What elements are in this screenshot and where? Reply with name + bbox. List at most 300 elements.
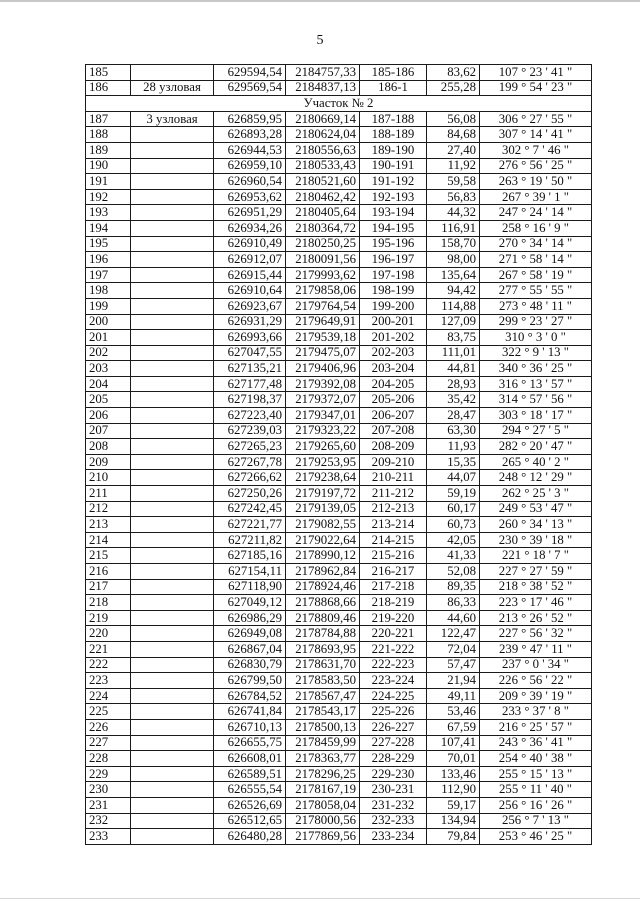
y-coordinate-cell: 2178167,19 bbox=[286, 782, 360, 798]
point-type-cell bbox=[131, 532, 214, 548]
segment-cell: 192-193 bbox=[360, 189, 427, 205]
point-number-cell: 222 bbox=[86, 657, 131, 673]
point-number-cell: 191 bbox=[86, 174, 131, 190]
length-cell: 56,08 bbox=[427, 111, 480, 127]
direction-angle-cell: 267 ° 58 ' 19 " bbox=[480, 267, 592, 283]
table-row bbox=[86, 595, 592, 611]
segment-cell: 222-223 bbox=[360, 657, 427, 673]
point-type-cell bbox=[131, 439, 214, 455]
point-type-cell bbox=[131, 423, 214, 439]
table-row bbox=[86, 423, 592, 439]
length-cell: 72,04 bbox=[427, 641, 480, 657]
y-coordinate-cell: 2179139,05 bbox=[286, 501, 360, 517]
length-cell: 127,09 bbox=[427, 314, 480, 330]
x-coordinate-cell: 626931,29 bbox=[214, 314, 286, 330]
table-row bbox=[86, 236, 592, 252]
length-cell: 28,93 bbox=[427, 376, 480, 392]
point-type-cell bbox=[131, 813, 214, 829]
direction-angle-cell: 239 ° 47 ' 11 " bbox=[480, 641, 592, 657]
x-coordinate-cell: 626959,10 bbox=[214, 158, 286, 174]
direction-angle-cell: 221 ° 18 ' 7 " bbox=[480, 548, 592, 564]
point-type-cell bbox=[131, 501, 214, 517]
length-cell: 11,93 bbox=[427, 439, 480, 455]
direction-angle-cell: 248 ° 12 ' 29 " bbox=[480, 470, 592, 486]
table-row bbox=[86, 610, 592, 626]
y-coordinate-cell: 2178543,17 bbox=[286, 704, 360, 720]
y-coordinate-cell: 2179265,60 bbox=[286, 439, 360, 455]
table-row bbox=[86, 501, 592, 517]
segment-cell: 191-192 bbox=[360, 174, 427, 190]
x-coordinate-cell: 626910,64 bbox=[214, 283, 286, 299]
point-number-cell: 189 bbox=[86, 142, 131, 158]
y-coordinate-cell: 2180556,63 bbox=[286, 142, 360, 158]
point-number-cell: 215 bbox=[86, 548, 131, 564]
point-type-cell bbox=[131, 330, 214, 346]
point-number-cell: 202 bbox=[86, 345, 131, 361]
length-cell: 89,35 bbox=[427, 579, 480, 595]
length-cell: 15,35 bbox=[427, 454, 480, 470]
segment-cell: 199-200 bbox=[360, 298, 427, 314]
direction-angle-cell: 218 ° 38 ' 52 " bbox=[480, 579, 592, 595]
y-coordinate-cell: 2178296,25 bbox=[286, 766, 360, 782]
segment-cell: 193-194 bbox=[360, 205, 427, 221]
x-coordinate-cell: 626915,44 bbox=[214, 267, 286, 283]
segment-cell: 225-226 bbox=[360, 704, 427, 720]
length-cell: 59,58 bbox=[427, 174, 480, 190]
direction-angle-cell: 340 ° 36 ' 25 " bbox=[480, 361, 592, 377]
point-number-cell: 187 bbox=[86, 111, 131, 127]
length-cell: 67,59 bbox=[427, 719, 480, 735]
x-coordinate-cell: 626934,26 bbox=[214, 220, 286, 236]
point-number-cell: 226 bbox=[86, 719, 131, 735]
point-type-cell bbox=[131, 641, 214, 657]
x-coordinate-cell: 627267,78 bbox=[214, 454, 286, 470]
table-row bbox=[86, 517, 592, 533]
direction-angle-cell: 107 ° 23 ' 41 " bbox=[480, 65, 592, 81]
table-row bbox=[86, 486, 592, 502]
point-number-cell: 204 bbox=[86, 376, 131, 392]
point-number-cell: 195 bbox=[86, 236, 131, 252]
direction-angle-cell: 294 ° 27 ' 5 " bbox=[480, 423, 592, 439]
table-row bbox=[86, 298, 592, 314]
point-number-cell: 218 bbox=[86, 595, 131, 611]
segment-cell: 220-221 bbox=[360, 626, 427, 642]
bottom-scan-edge bbox=[0, 898, 640, 899]
x-coordinate-cell: 627154,11 bbox=[214, 564, 286, 580]
table-row bbox=[86, 548, 592, 564]
direction-angle-cell: 303 ° 18 ' 17 " bbox=[480, 408, 592, 424]
x-coordinate-cell: 626986,29 bbox=[214, 610, 286, 626]
y-coordinate-cell: 2178363,77 bbox=[286, 751, 360, 767]
x-coordinate-cell: 627239,03 bbox=[214, 423, 286, 439]
point-type-cell bbox=[131, 220, 214, 236]
point-type-cell bbox=[131, 142, 214, 158]
x-coordinate-cell: 627223,40 bbox=[214, 408, 286, 424]
length-cell: 44,81 bbox=[427, 361, 480, 377]
table-row bbox=[86, 673, 592, 689]
table-row bbox=[86, 158, 592, 174]
y-coordinate-cell: 2184757,33 bbox=[286, 65, 360, 81]
table-row bbox=[86, 688, 592, 704]
y-coordinate-cell: 2179539,18 bbox=[286, 330, 360, 346]
y-coordinate-cell: 2180091,56 bbox=[286, 252, 360, 268]
point-number-cell: 210 bbox=[86, 470, 131, 486]
segment-cell: 230-231 bbox=[360, 782, 427, 798]
y-coordinate-cell: 2179764,54 bbox=[286, 298, 360, 314]
segment-cell: 215-216 bbox=[360, 548, 427, 564]
direction-angle-cell: 226 ° 56 ' 22 " bbox=[480, 673, 592, 689]
coordinates-table bbox=[85, 64, 592, 845]
y-coordinate-cell: 2178784,88 bbox=[286, 626, 360, 642]
point-number-cell: 211 bbox=[86, 486, 131, 502]
direction-angle-cell: 254 ° 40 ' 38 " bbox=[480, 751, 592, 767]
point-number-cell: 231 bbox=[86, 797, 131, 813]
length-cell: 60,73 bbox=[427, 517, 480, 533]
table-row bbox=[86, 735, 592, 751]
y-coordinate-cell: 2179238,64 bbox=[286, 470, 360, 486]
table-row bbox=[86, 797, 592, 813]
y-coordinate-cell: 2179197,72 bbox=[286, 486, 360, 502]
point-number-cell: 203 bbox=[86, 361, 131, 377]
point-number-cell: 225 bbox=[86, 704, 131, 720]
point-number-cell: 205 bbox=[86, 392, 131, 408]
point-number-cell: 199 bbox=[86, 298, 131, 314]
table-row bbox=[86, 408, 592, 424]
y-coordinate-cell: 2178631,70 bbox=[286, 657, 360, 673]
segment-cell: 198-199 bbox=[360, 283, 427, 299]
x-coordinate-cell: 626480,28 bbox=[214, 829, 286, 845]
x-coordinate-cell: 626923,67 bbox=[214, 298, 286, 314]
direction-angle-cell: 271 ° 58 ' 14 " bbox=[480, 252, 592, 268]
y-coordinate-cell: 2178500,13 bbox=[286, 719, 360, 735]
segment-cell: 206-207 bbox=[360, 408, 427, 424]
point-type-cell bbox=[131, 283, 214, 299]
x-coordinate-cell: 627118,90 bbox=[214, 579, 286, 595]
direction-angle-cell: 276 ° 56 ' 25 " bbox=[480, 158, 592, 174]
x-coordinate-cell: 626960,54 bbox=[214, 174, 286, 190]
length-cell: 27,40 bbox=[427, 142, 480, 158]
length-cell: 56,83 bbox=[427, 189, 480, 205]
point-number-cell: 198 bbox=[86, 283, 131, 299]
x-coordinate-cell: 627185,16 bbox=[214, 548, 286, 564]
length-cell: 158,70 bbox=[427, 236, 480, 252]
x-coordinate-cell: 626555,54 bbox=[214, 782, 286, 798]
direction-angle-cell: 302 ° 7 ' 46 " bbox=[480, 142, 592, 158]
point-number-cell: 207 bbox=[86, 423, 131, 439]
point-type-cell bbox=[131, 486, 214, 502]
point-number-cell: 188 bbox=[86, 127, 131, 143]
segment-cell: 208-209 bbox=[360, 439, 427, 455]
segment-cell: 233-234 bbox=[360, 829, 427, 845]
segment-cell: 217-218 bbox=[360, 579, 427, 595]
segment-cell: 223-224 bbox=[360, 673, 427, 689]
x-coordinate-cell: 626512,65 bbox=[214, 813, 286, 829]
direction-angle-cell: 249 ° 53 ' 47 " bbox=[480, 501, 592, 517]
point-number-cell: 214 bbox=[86, 532, 131, 548]
x-coordinate-cell: 626710,13 bbox=[214, 719, 286, 735]
table-row bbox=[86, 532, 592, 548]
point-number-cell: 197 bbox=[86, 267, 131, 283]
direction-angle-cell: 199 ° 54 ' 23 " bbox=[480, 80, 592, 96]
x-coordinate-cell: 626944,53 bbox=[214, 142, 286, 158]
table-row bbox=[86, 361, 592, 377]
point-number-cell: 190 bbox=[86, 158, 131, 174]
direction-angle-cell: 265 ° 40 ' 2 " bbox=[480, 454, 592, 470]
segment-cell: 231-232 bbox=[360, 797, 427, 813]
direction-angle-cell: 306 ° 27 ' 55 " bbox=[480, 111, 592, 127]
point-number-cell: 186 bbox=[86, 80, 131, 96]
segment-cell: 228-229 bbox=[360, 751, 427, 767]
table-row bbox=[86, 142, 592, 158]
point-number-cell: 194 bbox=[86, 220, 131, 236]
segment-cell: 190-191 bbox=[360, 158, 427, 174]
direction-angle-cell: 256 ° 7 ' 13 " bbox=[480, 813, 592, 829]
segment-cell: 209-210 bbox=[360, 454, 427, 470]
table-row bbox=[86, 267, 592, 283]
segment-cell: 185-186 bbox=[360, 65, 427, 81]
length-cell: 122,47 bbox=[427, 626, 480, 642]
table-row bbox=[86, 65, 592, 81]
table-row bbox=[86, 829, 592, 845]
direction-angle-cell: 322 ° 9 ' 13 " bbox=[480, 345, 592, 361]
x-coordinate-cell: 626526,69 bbox=[214, 797, 286, 813]
y-coordinate-cell: 2179082,55 bbox=[286, 517, 360, 533]
top-scan-edge bbox=[0, 0, 640, 2]
point-type-cell bbox=[131, 595, 214, 611]
point-type-cell bbox=[131, 205, 214, 221]
segment-cell: 212-213 bbox=[360, 501, 427, 517]
y-coordinate-cell: 2179993,62 bbox=[286, 267, 360, 283]
length-cell: 255,28 bbox=[427, 80, 480, 96]
point-type-cell bbox=[131, 766, 214, 782]
table-row bbox=[86, 189, 592, 205]
segment-cell: 195-196 bbox=[360, 236, 427, 252]
x-coordinate-cell: 627242,45 bbox=[214, 501, 286, 517]
table-row bbox=[86, 626, 592, 642]
point-type-cell bbox=[131, 158, 214, 174]
point-type-cell bbox=[131, 829, 214, 845]
table-row bbox=[86, 439, 592, 455]
segment-cell: 227-228 bbox=[360, 735, 427, 751]
segment-cell: 224-225 bbox=[360, 688, 427, 704]
segment-cell: 214-215 bbox=[360, 532, 427, 548]
table-row bbox=[86, 641, 592, 657]
x-coordinate-cell: 627250,26 bbox=[214, 486, 286, 502]
point-number-cell: 185 bbox=[86, 65, 131, 81]
y-coordinate-cell: 2178000,56 bbox=[286, 813, 360, 829]
y-coordinate-cell: 2180624,04 bbox=[286, 127, 360, 143]
y-coordinate-cell: 2178962,84 bbox=[286, 564, 360, 580]
direction-angle-cell: 253 ° 46 ' 25 " bbox=[480, 829, 592, 845]
y-coordinate-cell: 2179323,22 bbox=[286, 423, 360, 439]
length-cell: 41,33 bbox=[427, 548, 480, 564]
length-cell: 59,19 bbox=[427, 486, 480, 502]
table-row bbox=[86, 751, 592, 767]
y-coordinate-cell: 2180533,43 bbox=[286, 158, 360, 174]
segment-cell: 226-227 bbox=[360, 719, 427, 735]
segment-cell: 205-206 bbox=[360, 392, 427, 408]
coordinates-table-body bbox=[86, 65, 592, 845]
length-cell: 112,90 bbox=[427, 782, 480, 798]
table-row bbox=[86, 220, 592, 236]
length-cell: 134,94 bbox=[427, 813, 480, 829]
direction-angle-cell: 310 ° 3 ' 0 " bbox=[480, 330, 592, 346]
y-coordinate-cell: 2178693,95 bbox=[286, 641, 360, 657]
direction-angle-cell: 255 ° 15 ' 13 " bbox=[480, 766, 592, 782]
direction-angle-cell: 227 ° 56 ' 32 " bbox=[480, 626, 592, 642]
length-cell: 135,64 bbox=[427, 267, 480, 283]
point-type-cell bbox=[131, 189, 214, 205]
table-row bbox=[86, 111, 592, 127]
x-coordinate-cell: 626910,49 bbox=[214, 236, 286, 252]
y-coordinate-cell: 2180364,72 bbox=[286, 220, 360, 236]
segment-cell: 187-188 bbox=[360, 111, 427, 127]
direction-angle-cell: 260 ° 34 ' 13 " bbox=[480, 517, 592, 533]
point-type-cell bbox=[131, 751, 214, 767]
y-coordinate-cell: 2178583,50 bbox=[286, 673, 360, 689]
point-number-cell: 201 bbox=[86, 330, 131, 346]
point-type-cell bbox=[131, 314, 214, 330]
point-number-cell: 206 bbox=[86, 408, 131, 424]
length-cell: 114,88 bbox=[427, 298, 480, 314]
length-cell: 70,01 bbox=[427, 751, 480, 767]
point-type-cell bbox=[131, 579, 214, 595]
x-coordinate-cell: 629594,54 bbox=[214, 65, 286, 81]
y-coordinate-cell: 2179372,07 bbox=[286, 392, 360, 408]
section-row bbox=[86, 96, 592, 112]
x-coordinate-cell: 626949,08 bbox=[214, 626, 286, 642]
direction-angle-cell: 230 ° 39 ' 18 " bbox=[480, 532, 592, 548]
point-type-cell bbox=[131, 408, 214, 424]
y-coordinate-cell: 2179406,96 bbox=[286, 361, 360, 377]
length-cell: 84,68 bbox=[427, 127, 480, 143]
table-row bbox=[86, 564, 592, 580]
point-type-cell bbox=[131, 673, 214, 689]
point-number-cell: 221 bbox=[86, 641, 131, 657]
length-cell: 79,84 bbox=[427, 829, 480, 845]
segment-cell: 196-197 bbox=[360, 252, 427, 268]
point-type-cell bbox=[131, 267, 214, 283]
direction-angle-cell: 314 ° 57 ' 56 " bbox=[480, 392, 592, 408]
y-coordinate-cell: 2179347,01 bbox=[286, 408, 360, 424]
length-cell: 53,46 bbox=[427, 704, 480, 720]
point-number-cell: 219 bbox=[86, 610, 131, 626]
table-row bbox=[86, 174, 592, 190]
direction-angle-cell: 270 ° 34 ' 14 " bbox=[480, 236, 592, 252]
direction-angle-cell: 277 ° 55 ' 55 " bbox=[480, 283, 592, 299]
point-type-cell bbox=[131, 470, 214, 486]
table-row bbox=[86, 704, 592, 720]
direction-angle-cell: 227 ° 27 ' 59 " bbox=[480, 564, 592, 580]
table-row bbox=[86, 657, 592, 673]
length-cell: 52,08 bbox=[427, 564, 480, 580]
table-row bbox=[86, 330, 592, 346]
segment-cell: 218-219 bbox=[360, 595, 427, 611]
y-coordinate-cell: 2180462,42 bbox=[286, 189, 360, 205]
point-type-cell: 28 узловая bbox=[131, 80, 214, 96]
x-coordinate-cell: 626741,84 bbox=[214, 704, 286, 720]
segment-cell: 232-233 bbox=[360, 813, 427, 829]
point-number-cell: 216 bbox=[86, 564, 131, 580]
table-row bbox=[86, 127, 592, 143]
length-cell: 35,42 bbox=[427, 392, 480, 408]
segment-cell: 216-217 bbox=[360, 564, 427, 580]
table-row bbox=[86, 314, 592, 330]
x-coordinate-cell: 626589,51 bbox=[214, 766, 286, 782]
length-cell: 21,94 bbox=[427, 673, 480, 689]
point-type-cell bbox=[131, 361, 214, 377]
segment-cell: 229-230 bbox=[360, 766, 427, 782]
point-type-cell bbox=[131, 252, 214, 268]
point-type-cell bbox=[131, 626, 214, 642]
x-coordinate-cell: 626993,66 bbox=[214, 330, 286, 346]
table-row bbox=[86, 80, 592, 96]
length-cell: 94,42 bbox=[427, 283, 480, 299]
point-number-cell: 229 bbox=[86, 766, 131, 782]
x-coordinate-cell: 627211,82 bbox=[214, 532, 286, 548]
table-row bbox=[86, 252, 592, 268]
y-coordinate-cell: 2179858,06 bbox=[286, 283, 360, 299]
point-number-cell: 220 bbox=[86, 626, 131, 642]
point-number-cell: 217 bbox=[86, 579, 131, 595]
length-cell: 44,32 bbox=[427, 205, 480, 221]
point-number-cell: 230 bbox=[86, 782, 131, 798]
y-coordinate-cell: 2178809,46 bbox=[286, 610, 360, 626]
point-type-cell bbox=[131, 657, 214, 673]
direction-angle-cell: 213 ° 26 ' 52 " bbox=[480, 610, 592, 626]
segment-cell: 202-203 bbox=[360, 345, 427, 361]
segment-cell: 197-198 bbox=[360, 267, 427, 283]
point-number-cell: 224 bbox=[86, 688, 131, 704]
point-number-cell: 208 bbox=[86, 439, 131, 455]
x-coordinate-cell: 626953,62 bbox=[214, 189, 286, 205]
point-type-cell bbox=[131, 610, 214, 626]
point-type-cell bbox=[131, 548, 214, 564]
table-row bbox=[86, 345, 592, 361]
x-coordinate-cell: 627049,12 bbox=[214, 595, 286, 611]
x-coordinate-cell: 627047,55 bbox=[214, 345, 286, 361]
x-coordinate-cell: 626893,28 bbox=[214, 127, 286, 143]
point-number-cell: 232 bbox=[86, 813, 131, 829]
length-cell: 83,62 bbox=[427, 65, 480, 81]
direction-angle-cell: 316 ° 13 ' 57 " bbox=[480, 376, 592, 392]
length-cell: 59,17 bbox=[427, 797, 480, 813]
point-type-cell bbox=[131, 392, 214, 408]
x-coordinate-cell: 626784,52 bbox=[214, 688, 286, 704]
direction-angle-cell: 307 ° 14 ' 41 " bbox=[480, 127, 592, 143]
table-row bbox=[86, 205, 592, 221]
table-row bbox=[86, 766, 592, 782]
length-cell: 44,60 bbox=[427, 610, 480, 626]
x-coordinate-cell: 626867,04 bbox=[214, 641, 286, 657]
x-coordinate-cell: 626859,95 bbox=[214, 111, 286, 127]
direction-angle-cell: 255 ° 11 ' 40 " bbox=[480, 782, 592, 798]
point-type-cell bbox=[131, 174, 214, 190]
y-coordinate-cell: 2180669,14 bbox=[286, 111, 360, 127]
x-coordinate-cell: 626830,79 bbox=[214, 657, 286, 673]
point-type-cell bbox=[131, 735, 214, 751]
direction-angle-cell: 243 ° 36 ' 41 " bbox=[480, 735, 592, 751]
segment-cell: 211-212 bbox=[360, 486, 427, 502]
page-number: 5 bbox=[316, 33, 324, 48]
table-row bbox=[86, 782, 592, 798]
table-row bbox=[86, 719, 592, 735]
direction-angle-cell: 237 ° 0 ' 34 " bbox=[480, 657, 592, 673]
y-coordinate-cell: 2178990,12 bbox=[286, 548, 360, 564]
y-coordinate-cell: 2178924,46 bbox=[286, 579, 360, 595]
point-type-cell bbox=[131, 719, 214, 735]
point-type-cell bbox=[131, 236, 214, 252]
